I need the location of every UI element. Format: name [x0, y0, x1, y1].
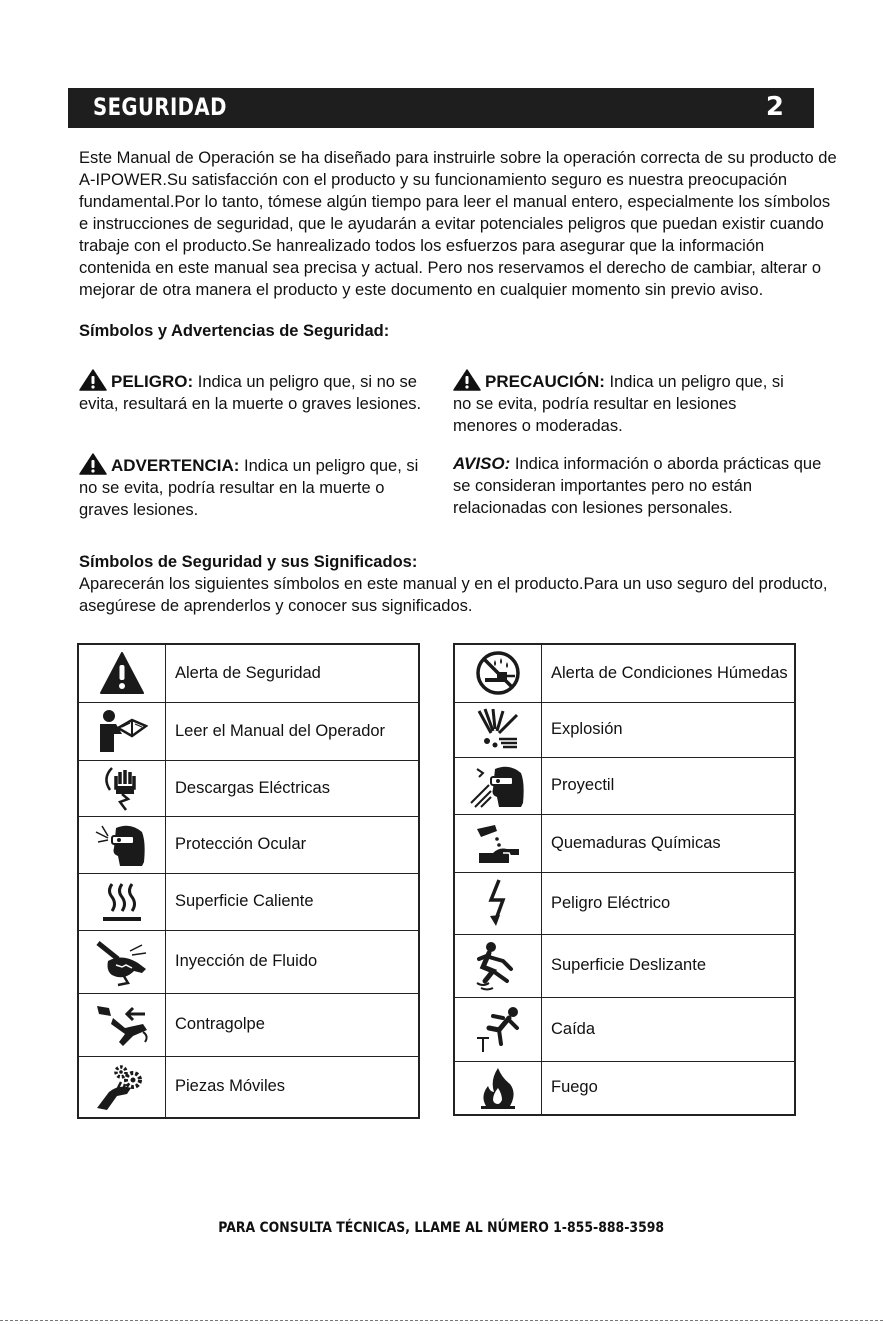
symbol-icon-cell — [454, 872, 542, 934]
symbol-label: Piezas Móviles — [166, 1056, 420, 1118]
meanings-text: Aparecerán los siguientes símbolos en este manual y en el producto.Para un uso seguro del producto, asegúrese de aprenderlos y conocer sus significados. — [79, 575, 828, 615]
symbol-icon-cell — [78, 816, 166, 873]
symbol-icon-cell — [454, 644, 542, 702]
eye-protection-icon — [94, 822, 150, 868]
symbol-icon-cell — [78, 702, 166, 760]
precaucion-keyword: PRECAUCIÓN: — [485, 372, 605, 391]
symbol-label: Alerta de Condiciones Húmedas — [542, 644, 796, 702]
symbol-icon-cell — [454, 814, 542, 872]
chemical-burn-icon — [473, 821, 523, 865]
table-row — [78, 816, 419, 873]
table-row — [78, 993, 419, 1056]
fluid-injection-icon — [94, 937, 150, 987]
left-symbols-table — [77, 643, 420, 1119]
wet-conditions-icon — [475, 650, 521, 696]
read-manual-icon — [96, 708, 148, 754]
footer-text: PARA CONSULTA TÉCNICAS, LLAME AL NÚMERO 1-855-888-3598 — [218, 1220, 665, 1236]
symbol-label: Quemaduras Químicas — [542, 814, 796, 872]
page-number: 2 — [765, 92, 784, 122]
table-row — [454, 702, 795, 757]
safety-alert-icon — [99, 651, 145, 695]
symbol-label: Caída — [542, 997, 796, 1061]
section-header — [68, 88, 814, 128]
symbol-icon-cell — [78, 873, 166, 930]
symbol-icon-cell — [454, 757, 542, 814]
symbol-icon-cell — [454, 1061, 542, 1115]
table-row — [78, 873, 419, 930]
symbol-icon-cell — [78, 993, 166, 1056]
right-symbols-table — [453, 643, 796, 1116]
footer-contact — [0, 1220, 883, 1236]
table-row — [454, 997, 795, 1061]
warning-triangle-icon — [79, 453, 107, 475]
symbol-label: Superficie Deslizante — [542, 934, 796, 997]
intro-paragraph: Este Manual de Operación se ha diseñado para instruirle sobre la operación correcta de su producto de A-IPOWER.Su satisfacción con el producto y su funcionamiento seguro es nuestra preocupación fundamental.Por lo tanto, tómese algún tiempo para leer el manual entero, especialmente los símbolos e instrucciones de seguridad, que le ayudarán a evitar potenciales peligros que puedan existir cuando trabaje con el producto.Se hanrealizado todos los esfuerzos para asegurar que la información contenida en este manual sea precisa y actual. Pero nos reservamos el derecho de cambiar, alterar o mejorar de otra manera el producto y este documento en cualquier momento sin previo aviso. — [79, 149, 837, 299]
explosion-icon — [473, 707, 523, 753]
symbol-icon-cell — [78, 930, 166, 993]
table-row — [454, 934, 795, 997]
warning-triangle-icon — [453, 369, 481, 391]
symbol-label: Contragolpe — [166, 993, 420, 1056]
fall-icon — [473, 1004, 523, 1054]
slippery-surface-icon — [473, 941, 523, 991]
table-row — [454, 1061, 795, 1115]
kickback-icon — [93, 1002, 151, 1048]
table-row — [78, 644, 419, 702]
table-row — [78, 1056, 419, 1118]
advertencia-text: Indica un peligro que, si no se evita, podría resultar en la muerte o graves lesiones. — [79, 457, 419, 519]
symbol-label: Leer el Manual del Operador — [166, 702, 420, 760]
symbol-icon-cell — [78, 644, 166, 702]
precaucion-text: Indica un peligro que, si no se evita, podría resultar en lesiones menores o moderadas. — [453, 373, 784, 435]
precaucion-definition — [453, 369, 803, 437]
symbol-label: Alerta de Seguridad — [166, 644, 420, 702]
symbol-label: Descargas Eléctricas — [166, 760, 420, 816]
meanings-heading: Símbolos de Seguridad y sus Significados: — [79, 553, 418, 571]
fire-icon — [477, 1066, 519, 1110]
aviso-text: Indica información o aborda prácticas que se consideran importantes pero no están relacionadas con lesiones personales. — [453, 455, 822, 517]
page-edge-divider — [0, 1320, 883, 1321]
advertencia-keyword: ADVERTENCIA: — [111, 456, 240, 475]
table-row — [454, 872, 795, 934]
aviso-keyword: AVISO: — [453, 454, 511, 473]
symbol-label: Superficie Caliente — [166, 873, 420, 930]
electrical-hazard-icon — [483, 878, 513, 928]
symbol-icon-cell — [78, 1056, 166, 1118]
symbol-label: Protección Ocular — [166, 816, 420, 873]
advertencia-definition — [79, 453, 429, 521]
symbol-label: Explosión — [542, 702, 796, 757]
table-row — [454, 644, 795, 702]
symbols-heading: Símbolos y Advertencias de Seguridad: — [79, 322, 390, 340]
peligro-keyword: PELIGRO: — [111, 372, 194, 391]
symbol-icon-cell — [454, 997, 542, 1061]
symbol-icon-cell — [454, 702, 542, 757]
aviso-definition — [453, 453, 823, 519]
symbol-label: Peligro Eléctrico — [542, 872, 796, 934]
symbol-label: Inyección de Fluido — [166, 930, 420, 993]
symbol-icon-cell — [78, 760, 166, 816]
projectile-icon — [469, 763, 527, 809]
warning-triangle-icon — [79, 369, 107, 391]
symbol-icon-cell — [454, 934, 542, 997]
symbol-label: Fuego — [542, 1061, 796, 1115]
hot-surface-icon — [100, 880, 144, 924]
section-title: SEGURIDAD — [93, 93, 227, 121]
peligro-definition — [79, 369, 429, 415]
peligro-text: Indica un peligro que, si no se evita, resultará en la muerte o graves lesiones. — [79, 373, 422, 413]
moving-parts-icon — [93, 1062, 151, 1112]
table-row — [454, 757, 795, 814]
electric-shock-icon — [100, 764, 144, 812]
table-row — [78, 702, 419, 760]
table-row — [78, 930, 419, 993]
table-row — [78, 760, 419, 816]
table-row — [454, 814, 795, 872]
symbol-label: Proyectil — [542, 757, 796, 814]
